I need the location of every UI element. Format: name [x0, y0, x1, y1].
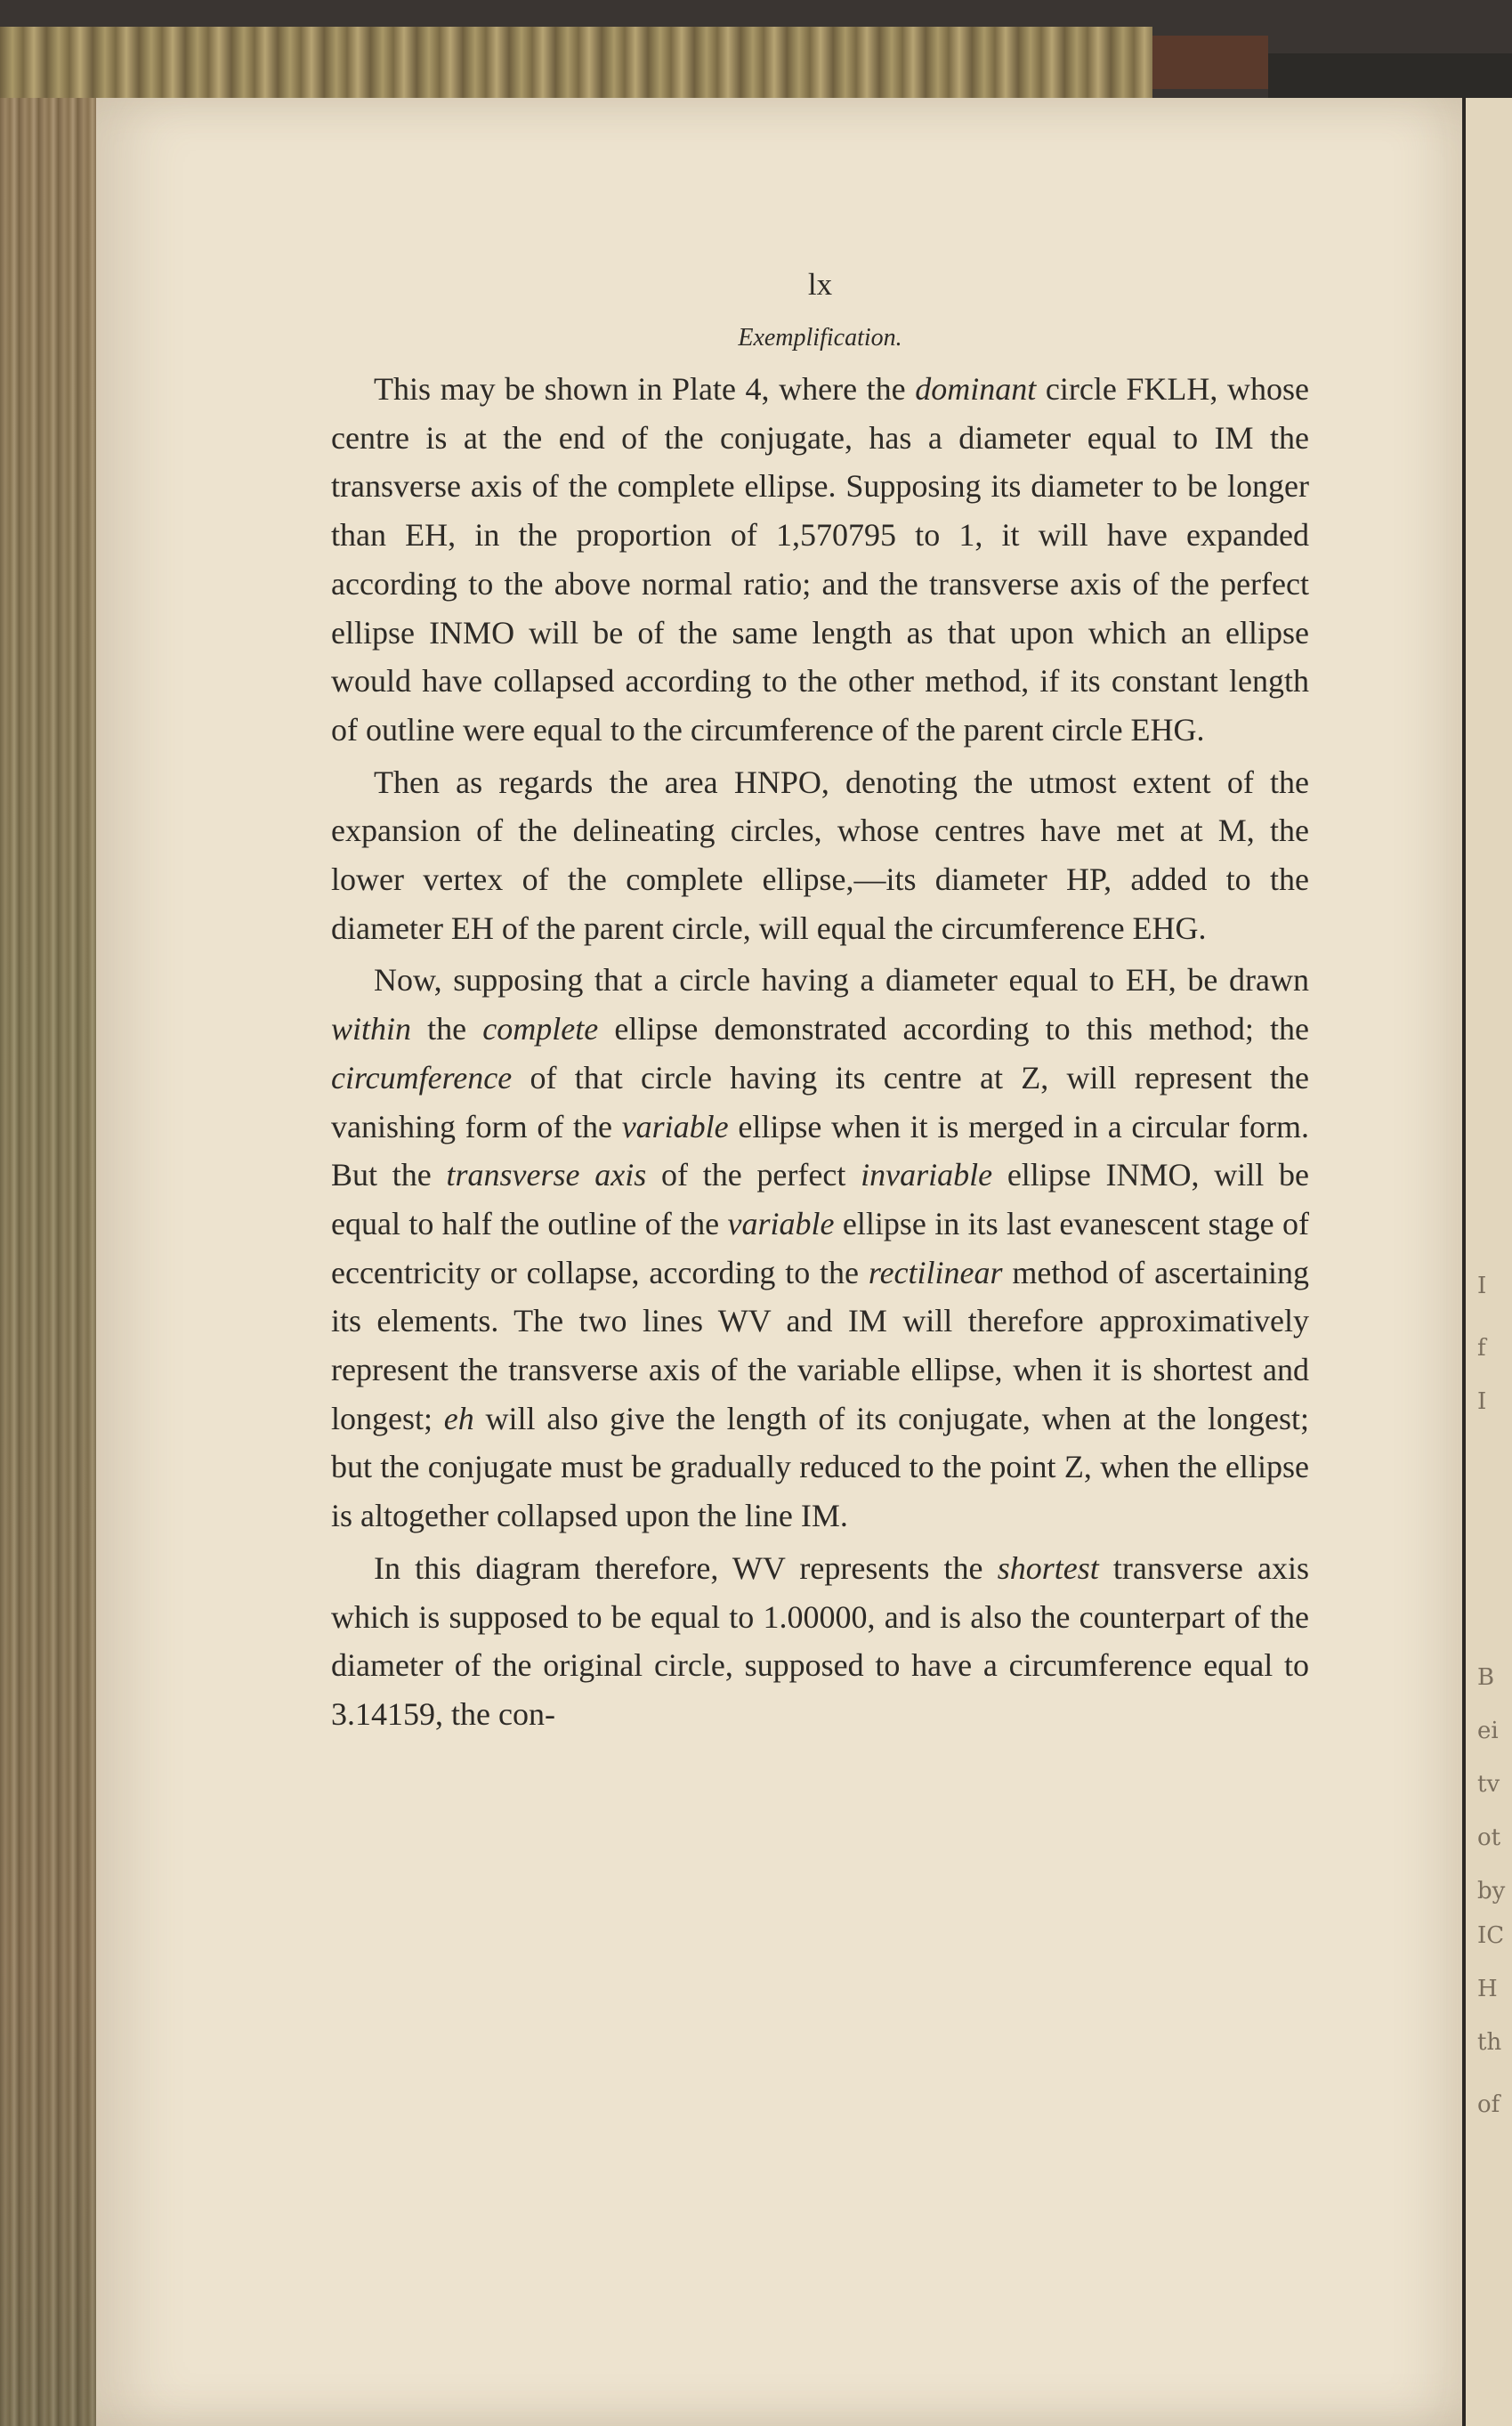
facing-page-letter: th — [1477, 2029, 1502, 2056]
text-run: ellipse INMO, will be equal to half the outline of the — [331, 1157, 1310, 1241]
paragraph — [331, 365, 1309, 755]
facing-page-letter: f — [1477, 1335, 1486, 1362]
text-run: transverse axis which is supposed to be equal to 1.00000, and is also the counterpart of the diameter of the original circle, supposed to have a circumference equal to 3.14159, the con- — [331, 1549, 1309, 1732]
italic-text: variable — [727, 1205, 835, 1241]
facing-page-letter: I — [1477, 1273, 1487, 1299]
italic-text: complete — [482, 1011, 599, 1047]
paragraph — [331, 1544, 1309, 1739]
italic-text: invariable — [861, 1157, 993, 1193]
text-run: will also give the length of its conjugate, when at the longest; but the conjugate must be gradually reduced to the point Z, when the ellipse is altogether collapsed upon the line IM. — [331, 1400, 1309, 1534]
facing-page-letter: IC — [1477, 1922, 1505, 1949]
facing-page-letter: ot — [1477, 1824, 1501, 1851]
text-run: of the perfect — [646, 1157, 861, 1193]
italic-text: within — [331, 1011, 412, 1047]
cover-corner — [1268, 53, 1512, 98]
text-run: ellipse when it is merged in a circular form. But the — [331, 1108, 1309, 1193]
facing-page-letter: by — [1477, 1878, 1506, 1904]
paragraph — [331, 758, 1309, 953]
facing-page-letter: of — [1477, 2091, 1500, 2118]
text-run: circle FKLH, whose centre is at the end of the conjugate, has a diameter equal to IM the transverse axis of the complete ellipse. Supposing its diameter to be longer than EH, in the proportion of 1,570795 to 1, it will have expanded according to the above normal ratio; and the transverse axis of the perfect ellipse INMO will be of the same length as that upon which an ellipse would have collapsed according to the other method, if its constant length of outline were equal to the circumference of the parent circle EHG. — [331, 371, 1309, 748]
facing-page-edge — [1462, 98, 1512, 2426]
text-run: the — [411, 1011, 483, 1047]
headband — [1152, 36, 1268, 89]
italic-text: circumference — [331, 1059, 513, 1096]
facing-page-letter: I — [1477, 1388, 1487, 1415]
italic-text: eh — [443, 1400, 474, 1436]
italic-text: rectilinear — [868, 1254, 1003, 1290]
facing-page-letter: ei — [1477, 1718, 1499, 1744]
page-fore-edge-tint — [0, 98, 96, 2426]
body-text — [331, 365, 1309, 1739]
facing-page-letter: tv — [1477, 1771, 1500, 1798]
text-run: Then as regards the area HNPO, denoting the utmost extent of the expansion of the delineating circles, whose centres have met at M, the lower vertex of the complete ellipse,—its diameter HP, added to the diameter EH of the parent circle, will equal the circumference EHG. — [331, 764, 1309, 946]
page-text-block — [331, 265, 1309, 1739]
paragraph — [331, 956, 1309, 1540]
gilt-head-edge — [0, 27, 1152, 105]
italic-text: shortest — [997, 1549, 1099, 1586]
text-run: In this diagram therefore, WV represents the — [374, 1549, 998, 1586]
text-run: This may be shown in Plate 4, where the — [374, 371, 916, 407]
text-run: of that circle having its centre at Z, will represent the vanishing form of the — [331, 1059, 1309, 1144]
text-run: ellipse demonstrated according to this method; the — [598, 1011, 1310, 1047]
text-run: method of ascertaining its elements. The two lines WV and IM will therefore approximatively represent the transverse axis of the variable ellipse, when it is shortest and longest; — [331, 1254, 1309, 1436]
text-run: ellipse in its last evanescent stage of eccentricity or collapse, according to the — [331, 1205, 1309, 1290]
section-heading: Exemplification. — [738, 324, 902, 352]
text-run: Now, supposing that a circle having a diameter equal to EH, be drawn — [374, 962, 1309, 999]
facing-page-letter: B — [1477, 1664, 1495, 1691]
italic-text: dominant — [915, 371, 1037, 407]
italic-text: transverse axis — [446, 1157, 647, 1193]
italic-text: variable — [621, 1108, 729, 1144]
facing-page-letter: H — [1477, 1976, 1498, 2002]
page-number: lx — [807, 267, 833, 302]
